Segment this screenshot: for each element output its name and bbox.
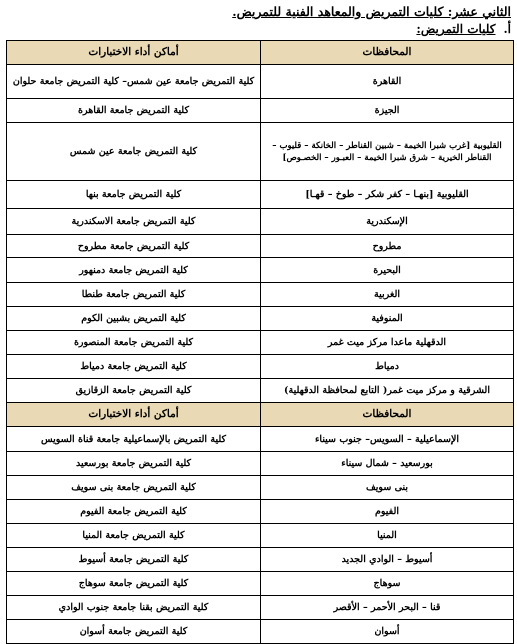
governorate-cell: الإسماعيلية – السويس– جنوب سيناء xyxy=(261,427,514,452)
table-row xyxy=(7,209,514,235)
table-row xyxy=(7,307,514,331)
table-row xyxy=(7,65,514,99)
table-row xyxy=(7,596,514,620)
table-row xyxy=(7,99,514,123)
table-row xyxy=(7,181,514,209)
governorate-cell: الشرقية و مركز ميت غمر( التابع لمحافظة الدقهلية) xyxy=(261,379,514,403)
exam-location-cell: كلية التمريض جامعة سوهاج xyxy=(7,572,261,596)
governorate-cell: الدقهلية ماعدا مركز ميت غمر xyxy=(261,331,514,355)
exam-location-cell: كلية التمريض جامعة بورسعيد xyxy=(7,452,261,476)
governorate-cell: مطروح xyxy=(261,235,514,258)
table-row xyxy=(7,283,514,307)
table-row xyxy=(7,427,514,452)
section-heading: الثاني عشر: كليات التمريض والمعاهد الفنية للتمريض. xyxy=(232,4,511,19)
table-header-row xyxy=(7,403,514,427)
table-row xyxy=(7,452,514,476)
header-governorates: المحافظات xyxy=(261,41,514,65)
exam-location-cell: كلية التمريض جامعة القاهرة xyxy=(7,99,261,123)
exam-location-cell: كلية التمريض جامعة دمياط xyxy=(7,355,261,379)
table-row xyxy=(7,258,514,283)
exam-location-cell: كلية التمريض جامعة عين شمس xyxy=(7,123,261,181)
governorate-cell: الفيوم xyxy=(261,500,514,524)
exam-location-cell: كلية التمريض جامعة الزقازيق xyxy=(7,379,261,403)
exam-location-cell: كلية التمريض جامعة دمنهور xyxy=(7,258,261,283)
exam-location-cell: كلية التمريض جامعة عين شمس– كلية التمريض جامعة حلوان xyxy=(7,65,261,99)
exam-location-cell: كلية التمريض جامعة أسوان xyxy=(7,620,261,644)
exam-location-cell: كلية التمريض بالإسماعيلية جامعة قناة السويس xyxy=(7,427,261,452)
exam-location-cell: كلية التمريض بقنا جامعة جنوب الوادي xyxy=(7,596,261,620)
governorate-cell: المنيا xyxy=(261,524,514,548)
subheading xyxy=(416,22,511,36)
governorate-cell: المنوفية xyxy=(261,307,514,331)
governorate-cell: القليوبية [بنهـا – كفر شكر – طوخ – قهـا] xyxy=(261,181,514,209)
header-exam-locations: أماكن أداء الاختبارات xyxy=(7,403,261,427)
governorate-cell: الغربية xyxy=(261,283,514,307)
governorate-cell: القاهرة xyxy=(261,65,514,99)
exam-location-cell: كلية التمريض جامعة مطروح xyxy=(7,235,261,258)
governorate-cell: الجيزة xyxy=(261,99,514,123)
exam-location-cell: كلية التمريض جامعة المنيا xyxy=(7,524,261,548)
table-row xyxy=(7,123,514,181)
table-row xyxy=(7,355,514,379)
exam-location-cell: كلية التمريض بشبين الكوم xyxy=(7,307,261,331)
table-row xyxy=(7,620,514,644)
exam-location-cell: كلية التمريض جامعة الاسكندرية xyxy=(7,209,261,235)
header-exam-locations: أماكن أداء الاختبارات xyxy=(7,41,261,65)
governorate-cell: البحيرة xyxy=(261,258,514,283)
governorate-cell: القليوبية [غرب شبرا الخيمة – شبين القناطر – الخانكة – قليوب – القناطر الخيرية – شرق شبرا الخيمة – العبـور – الخصـوص] xyxy=(261,123,514,181)
exam-location-cell: كلية التمريض جامعة المنصورة xyxy=(7,331,261,355)
governorate-cell: الإسكندرية xyxy=(261,209,514,235)
table-row xyxy=(7,548,514,572)
governorate-cell: بورسعيد – شمال سيناء xyxy=(261,452,514,476)
exam-location-cell: كلية التمريض جامعة طنطا xyxy=(7,283,261,307)
governorate-cell: أسيوط – الوادي الجديد xyxy=(261,548,514,572)
header-governorates: المحافظات xyxy=(261,403,514,427)
governorate-cell: دمياط xyxy=(261,355,514,379)
governorate-cell: سوهاج xyxy=(261,572,514,596)
table-row xyxy=(7,524,514,548)
governorate-cell: قنا – البحر الأحمر – الأقصر xyxy=(261,596,514,620)
exam-location-cell: كلية التمريض جامعة بنى سويف xyxy=(7,476,261,500)
subheading-letter: أ. xyxy=(503,22,511,36)
table-header-row xyxy=(7,41,514,65)
governorate-cell: أسوان xyxy=(261,620,514,644)
exam-location-cell: كلية التمريض جامعة أسيوط xyxy=(7,548,261,572)
subheading-text: كليات التمريض: xyxy=(416,22,496,36)
exam-location-cell: كلية التمريض جامعة الفيوم xyxy=(7,500,261,524)
table-row xyxy=(7,235,514,258)
table-row xyxy=(7,500,514,524)
governorate-cell: بنى سويف xyxy=(261,476,514,500)
table-row xyxy=(7,379,514,403)
exam-locations-table xyxy=(6,40,514,644)
table-row xyxy=(7,476,514,500)
exam-location-cell: كلية التمريض جامعة بنها xyxy=(7,181,261,209)
table-row xyxy=(7,572,514,596)
table-row xyxy=(7,331,514,355)
